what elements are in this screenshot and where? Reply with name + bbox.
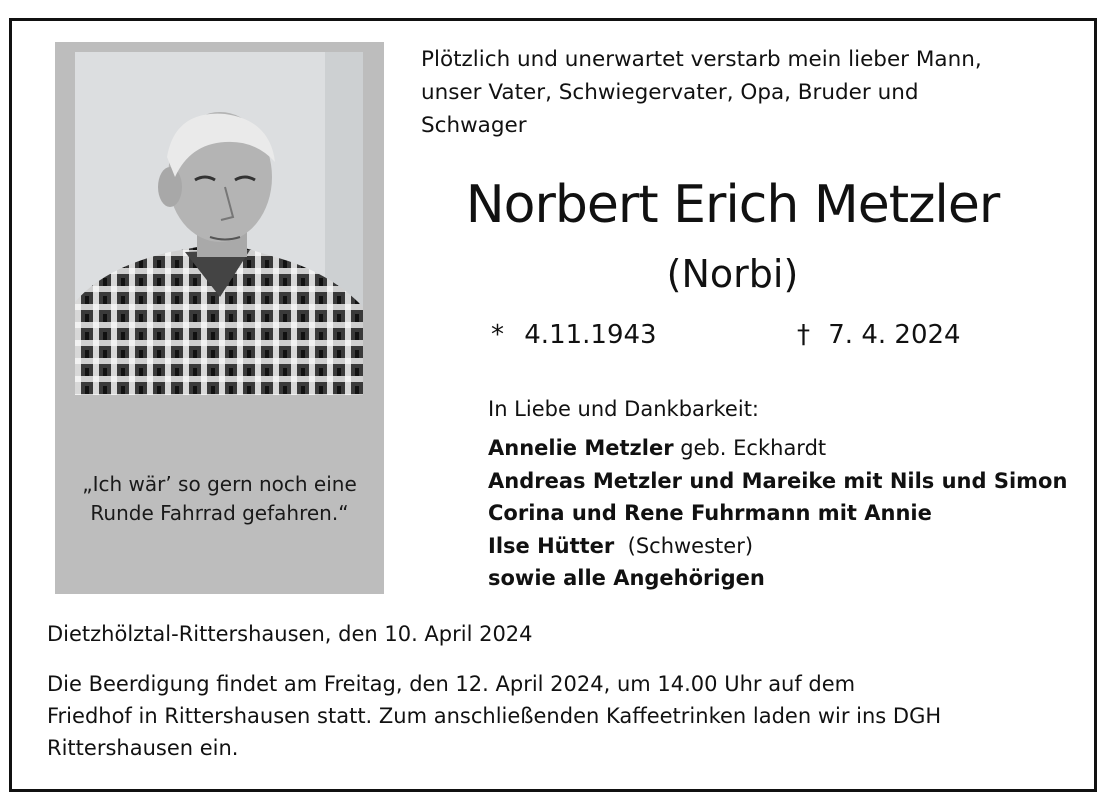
birth-date: [491, 315, 657, 355]
quote-line: Runde Fahrrad gefahren.“: [90, 501, 349, 525]
birth-date-value: 4.11.1943: [524, 320, 657, 350]
funeral-line: Friedhof in Rittershausen statt. Zum anschließenden Kaffeetrinken laden wir ins DGH: [47, 704, 942, 728]
family-member: [488, 530, 1067, 563]
death-cross-icon: †: [797, 320, 810, 350]
family-member-name: Annelie Metzler: [488, 436, 674, 460]
death-date: [797, 315, 961, 355]
intro-line: Schwager: [421, 113, 527, 138]
intro-line: unser Vater, Schwiegervater, Opa, Bruder und: [421, 80, 919, 105]
family-member-name: Corina und Rene Fuhrmann mit Annie: [488, 501, 932, 525]
place-date: Dietzhölztal-Rittershausen, den 10. April 2024: [47, 622, 533, 646]
intro-line: Plötzlich und unerwartet verstarb mein lieber Mann,: [421, 47, 982, 72]
family-member-name: Andreas Metzler und Mareike mit Nils und Simon: [488, 468, 1068, 493]
thanks-heading: In Liebe und Dankbarkeit:: [488, 397, 760, 421]
quote-line: „Ich wär’ so gern noch eine: [82, 472, 357, 496]
family-member-name: sowie alle Angehörigen: [488, 566, 765, 590]
funeral-info: [47, 668, 1047, 764]
birth-star-icon: *: [491, 320, 504, 350]
quote: [55, 470, 384, 528]
family-member-name: Ilse Hütter: [488, 533, 615, 558]
funeral-line: Rittershausen ein.: [47, 736, 239, 760]
nickname: (Norbi): [666, 252, 799, 296]
deceased-name: Norbert Erich Metzler: [465, 175, 1000, 235]
death-date-value: 7. 4. 2024: [828, 320, 961, 350]
family-member-note: geb. Eckhardt: [673, 436, 827, 460]
funeral-line: Die Beerdigung findet am Freitag, den 12. April 2024, um 14.00 Uhr auf dem: [47, 672, 856, 696]
family-member: [488, 465, 1067, 498]
family-member: [488, 562, 1067, 595]
family-member: [488, 497, 1067, 530]
portrait-illustration-icon: [75, 52, 363, 395]
portrait-photo: [75, 52, 363, 395]
family-member-note: (Schwester): [614, 533, 754, 558]
family-list: [488, 432, 1067, 595]
family-member: [488, 432, 1067, 465]
intro-text: [421, 43, 1061, 142]
